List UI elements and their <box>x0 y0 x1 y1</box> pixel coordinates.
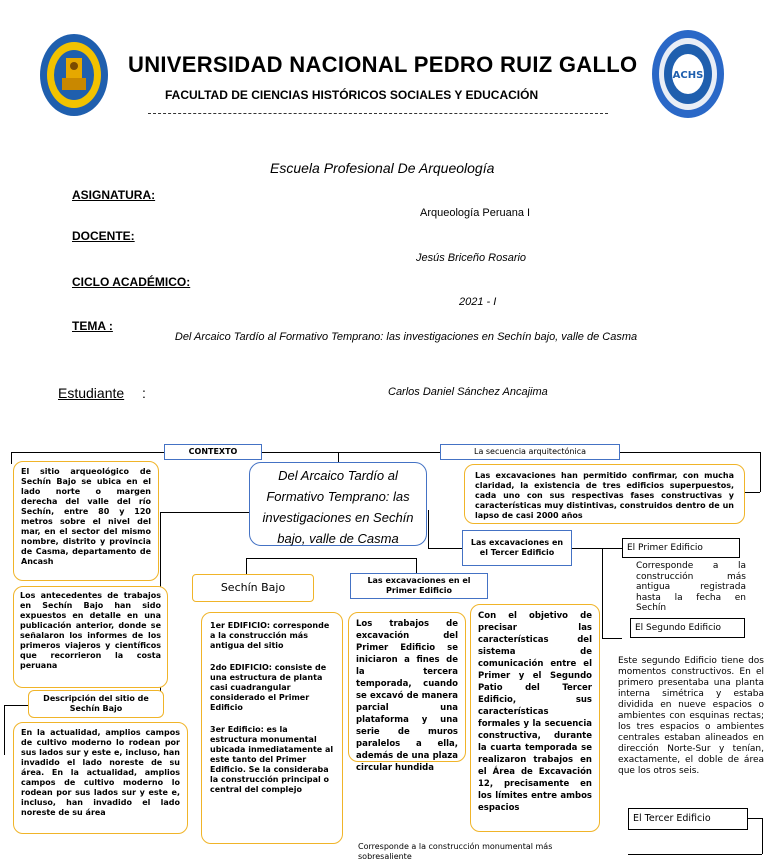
primer-edificio-text: Corresponde a la construcción más antigua registrada hasta la fecha en Sechín <box>636 561 746 613</box>
svg-text:ACHS: ACHS <box>672 70 704 81</box>
excav-tercer-text-card: Con el objetivo de precisar las características del sistema de comunicación entre el Primer y el Segundo Patio del Tercer Edificio, sus características formales y la secuencia constructiva, durante la cuarta temporada se realizaron trabajos en el Área de Excavación 12, precisamente en los límites entre ambos espacios <box>470 604 600 832</box>
tercer-edificio-desc: 3er Edificio: es la estructura monumental ubicada inmediatamente al este tanto del Primer Edificio. Se la consideraba la construcción principal o central del complejo <box>210 725 334 794</box>
estudiante-colon: : <box>142 385 146 401</box>
tema-label: TEMA : <box>72 319 113 333</box>
docente-label: DOCENTE: <box>72 229 135 243</box>
asignatura-value: Arqueología Peruana I <box>420 207 531 219</box>
estudiante-value: Carlos Daniel Sánchez Ancajima <box>388 386 548 398</box>
faculty-subtitle: FACULTAD DE CIENCIAS HISTÓRICOS SOCIALES Y EDUCACIÓN <box>165 88 539 102</box>
connector <box>428 548 462 549</box>
descripcion-text-card: En la actualidad, amplios campos de cultivo moderno lo rodean por sus lados sur y este e, incluso, han invadido el lado noreste de su área. En la actualidad, amplios campos de cultivo moderno lo rodean por sus lados sur y este e, incluso, han invadido el lado noreste de su área <box>13 722 188 834</box>
estudiante-label: Estudiante <box>58 385 125 401</box>
segundo-edificio-text: Este segundo Edificio tiene dos momentos constructivos. En el primero presentaba una planta interna simétrica y estaba dividida en nueve espacios o ambientes con esquinas rectas; los tres espacios o ambientes centrales estaban alineados en dirección Norte-Sur y tenían, exactamente, el doble de área que los otros seis. <box>618 656 764 776</box>
connector <box>745 492 760 493</box>
tercer-edificio-text: Corresponde a la construcción monumental más sobresaliente <box>358 842 553 861</box>
secuencia-text-card: Las excavaciones han permitido confirmar, con mucha claridad, la existencia de tres edificios superpuestos, cada uno con sus respectivas fases constructivas y características muy distintivas, construidos dentro de un lapso de casi 2000 años <box>464 464 745 524</box>
connector <box>11 452 12 464</box>
primer-edificio-desc: 1er EDIFICIO: corresponde a la construcción más antigua del sitio <box>210 621 330 650</box>
connector <box>602 548 622 549</box>
connector <box>748 818 762 819</box>
faculty-seal-logo <box>650 28 726 120</box>
connector <box>246 558 416 559</box>
secuencia-node: La secuencia arquitectónica <box>440 444 620 460</box>
ciclo-value: 2021 - I <box>459 296 497 308</box>
asignatura-label: ASIGNATURA: <box>72 188 156 202</box>
connector <box>4 705 5 755</box>
connector <box>760 452 761 492</box>
segundo-edificio-desc: 2do EDIFICIO: consiste de una estructura de planta casi cuadrangular considerado el Primer Edificio <box>210 663 327 712</box>
university-title: UNIVERSIDAD NACIONAL PEDRO RUIZ GALLO <box>128 52 638 77</box>
connector <box>416 558 417 574</box>
docente-value: Jesús Briceño Rosario <box>416 252 527 264</box>
sechin-bajo-text-card <box>201 612 343 844</box>
ciclo-label: CICLO ACADÉMICO: <box>72 275 191 289</box>
tercer-edificio-node: El Tercer Edificio <box>628 808 748 830</box>
contexto-node: CONTEXTO <box>164 444 262 460</box>
connector <box>11 452 164 453</box>
connector <box>628 854 762 855</box>
connector <box>620 452 760 453</box>
connector <box>160 512 250 513</box>
connector <box>262 452 440 453</box>
connector <box>572 548 602 549</box>
header-divider <box>148 113 608 114</box>
excav-primer-text-card: Los trabajos de excavación del Primer Edificio se iniciaron a fines de la tercera temporada, cuando se excavó de manera parcial una plataforma y una serie de muros paralelos a ella, además de una plaza circular hundida <box>348 612 466 762</box>
primer-edificio-node: El Primer Edificio <box>622 538 740 558</box>
descripcion-node: Descripción del sitio de Sechín Bajo <box>28 690 164 718</box>
school-title: Escuela Profesional De Arqueología <box>270 160 495 176</box>
segundo-edificio-node: El Segundo Edificio <box>630 618 745 638</box>
antecedentes-text-card: Los antecedentes de trabajos en Sechín Bajo han sido expuestos en detalle en una publicación anterior, donde se señalaron los informes de los primeros viajeros y científicos que recorrieron la costa peruana <box>13 586 168 688</box>
connector <box>4 705 28 706</box>
sechin-bajo-node: Sechín Bajo <box>192 574 314 602</box>
tema-value: Del Arcaico Tardío al Formativo Temprano: las investigaciones en Sechín bajo, valle de Casma <box>174 331 638 343</box>
contexto-text-card: El sitio arqueológico de Sechín Bajo se ubica en el lado norte o margen derecha del valle del río Sechín, entre 80 y 120 metros sobre el nivel del mar, en el sector del mismo nombre, distrito y provincia de Casma, departamento de Ancash <box>13 461 159 581</box>
connector <box>428 510 429 548</box>
connector <box>762 818 763 854</box>
central-topic-node: Del Arcaico Tardío al Formativo Temprano: las investigaciones en Sechín bajo, valle de Casma <box>249 462 427 546</box>
university-seal-logo <box>38 32 110 118</box>
excav-primer-node: Las excavaciones en el Primer Edificio <box>350 573 488 599</box>
connector <box>602 638 622 639</box>
excav-tercer-node: Las excavaciones en el Tercer Edificio <box>462 530 572 566</box>
connector <box>602 548 603 638</box>
